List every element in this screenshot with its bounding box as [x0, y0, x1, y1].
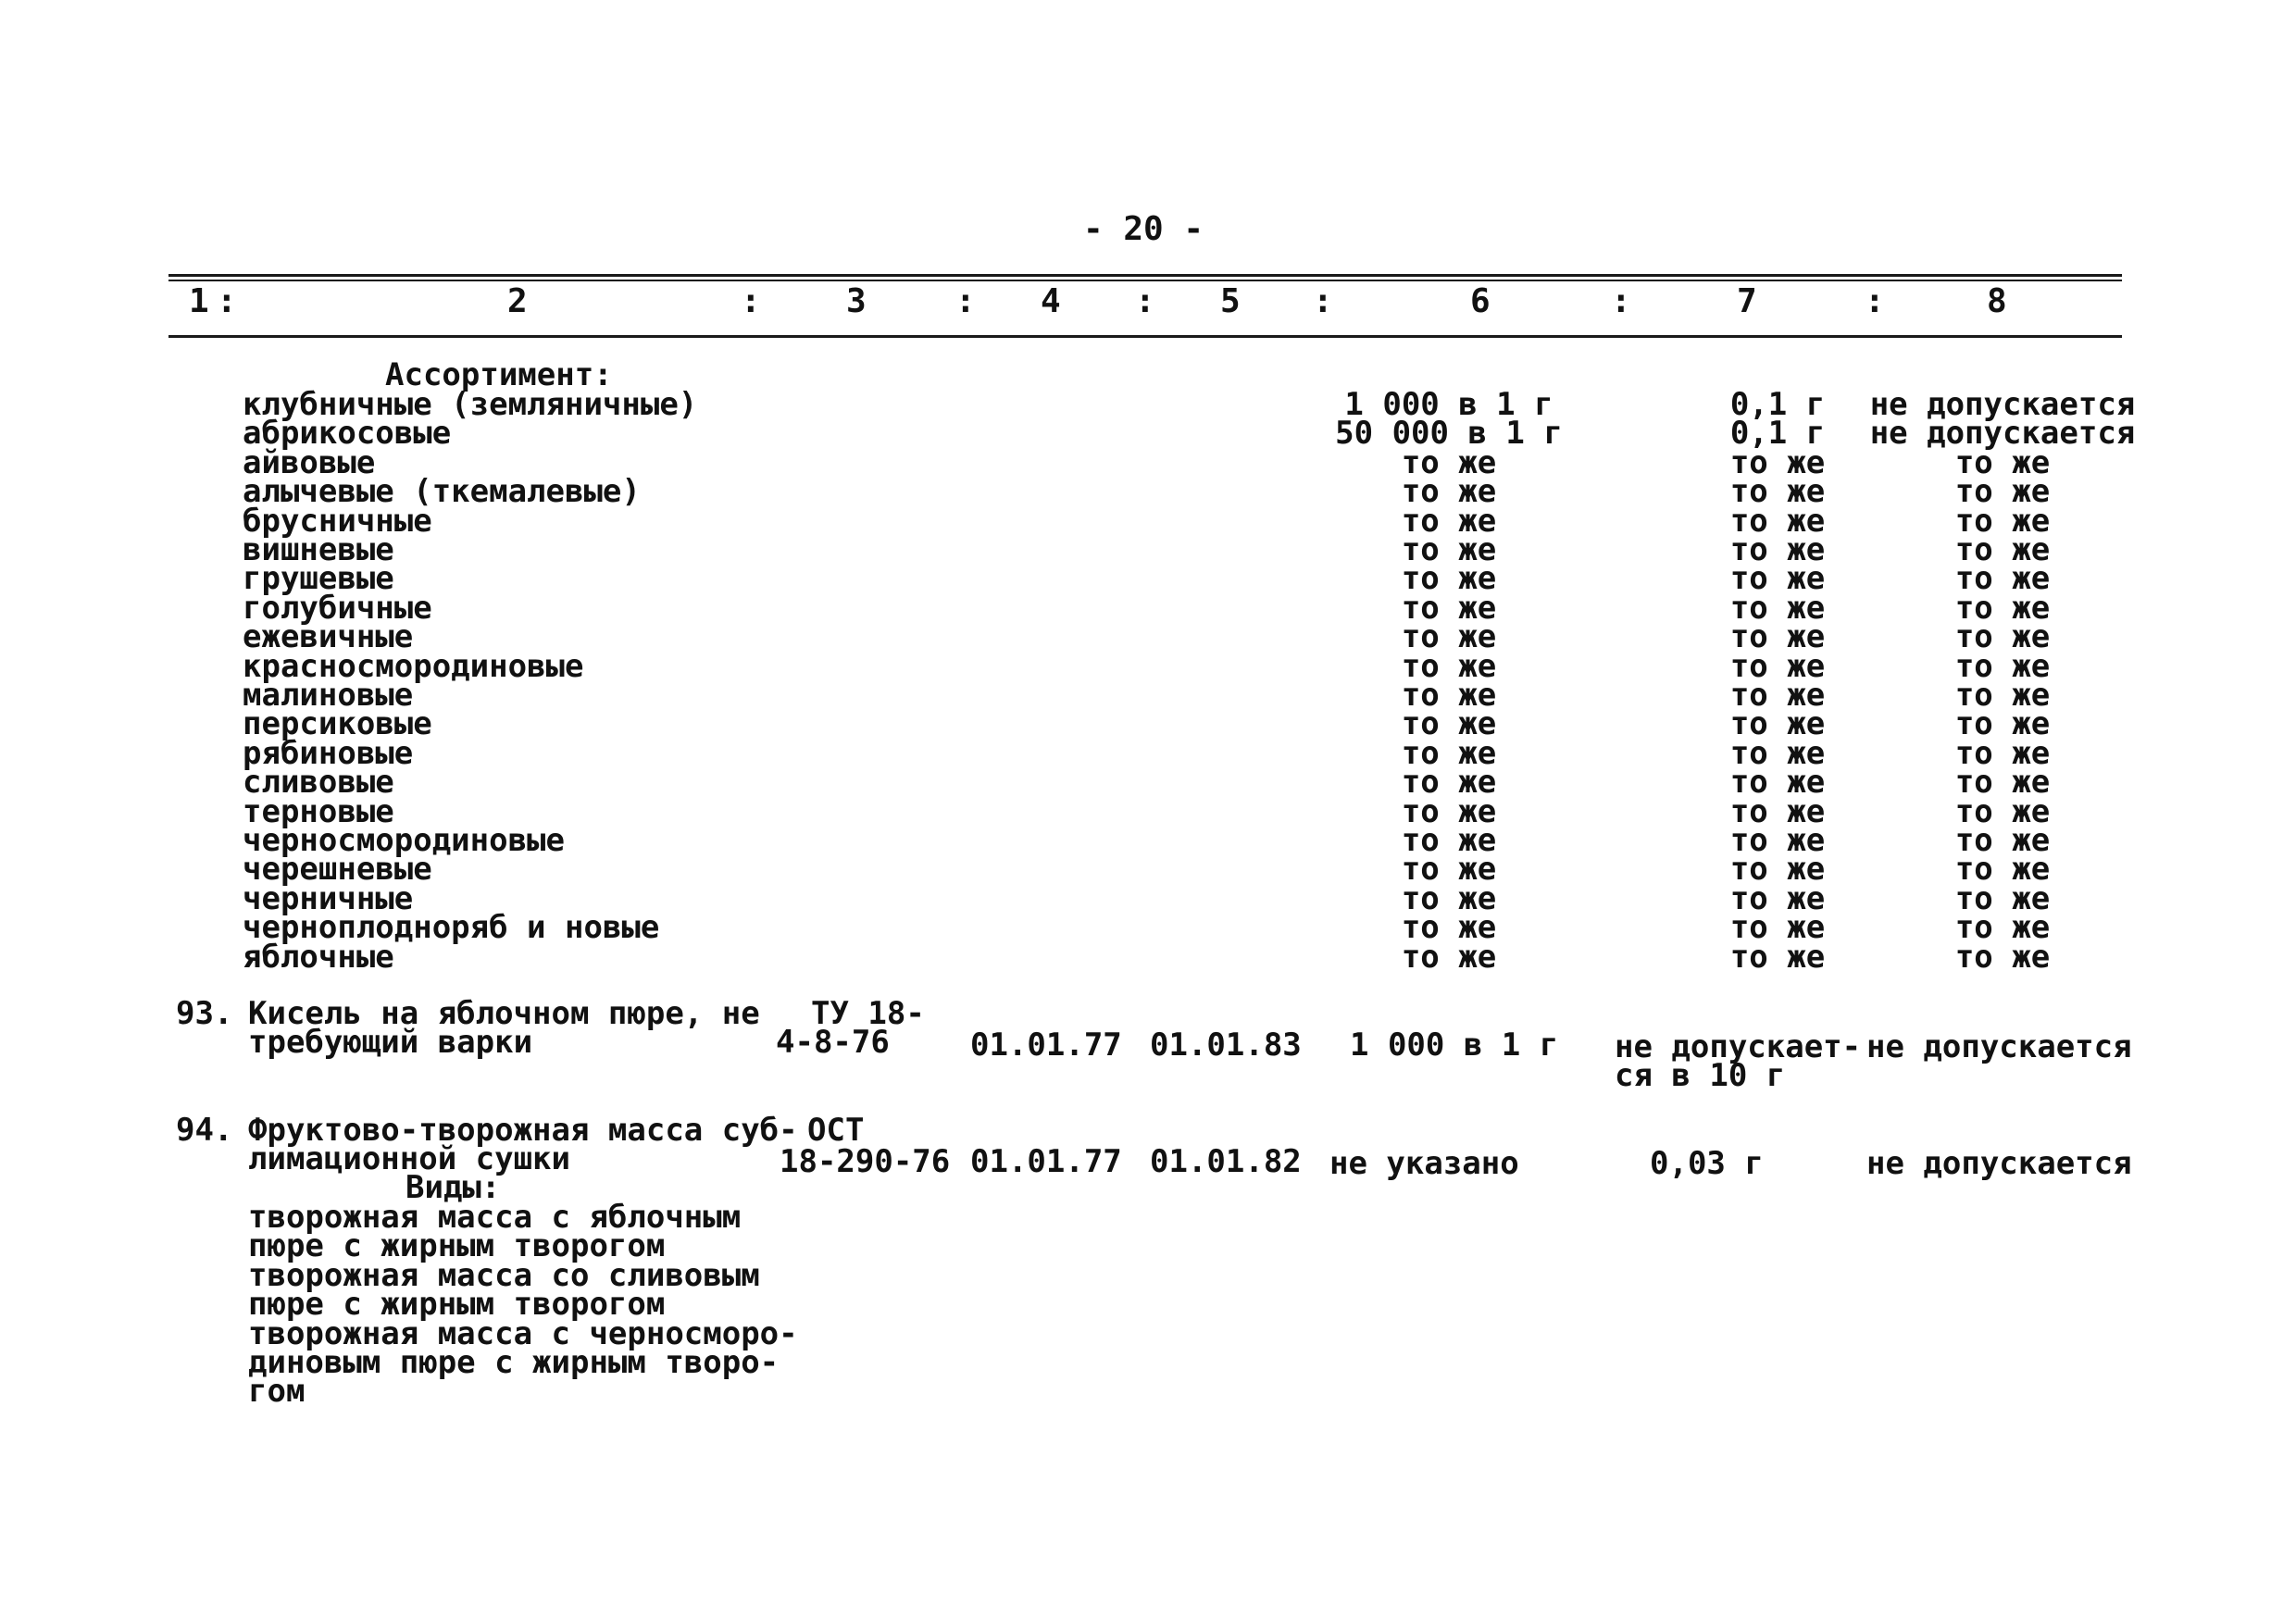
assortment-item-c6: то же — [1401, 473, 1497, 510]
entry-col7: 0,03 г — [1650, 1145, 1764, 1182]
column-header-4: 4 — [1041, 282, 1061, 320]
assortment-item-name: клубничные (земляничные) — [243, 386, 698, 423]
assortment-item-c8: то же — [1954, 618, 2051, 655]
assortment-item-c7: то же — [1729, 590, 1826, 627]
assortment-item-c7: то же — [1729, 939, 1826, 976]
assortment-item-c7: то же — [1729, 851, 1826, 888]
column-header-6: 6 — [1470, 282, 1491, 320]
assortment-item-c7: то же — [1729, 503, 1826, 540]
assortment-item-c8: то же — [1954, 503, 2051, 540]
assortment-item-name: малиновые — [243, 677, 414, 714]
assortment-item-c7: то же — [1729, 822, 1826, 859]
entry-date-end: 01.01.82 — [1150, 1143, 1302, 1180]
assortment-item-name: рябиновые — [243, 735, 414, 772]
assortment-item-name: черносмородиновые — [243, 822, 565, 859]
entry-name-line: лимационной сушки — [248, 1140, 570, 1177]
assortment-item-c6: то же — [1401, 503, 1497, 540]
column-header-3: 3 — [846, 282, 867, 320]
assortment-item-c8: не допускается — [1869, 386, 2136, 423]
entry-col6: не указано — [1329, 1145, 1519, 1182]
assortment-item-c7: то же — [1729, 444, 1826, 481]
kind-item: пюре с жирным творогом — [248, 1286, 666, 1323]
assortment-item-c6: то же — [1401, 793, 1497, 830]
assortment-item-name: черешневые — [243, 851, 432, 888]
assortment-item-c8: то же — [1954, 880, 2051, 917]
assortment-item-name: черничные — [243, 880, 414, 917]
assortment-item-c8: то же — [1954, 444, 2051, 481]
kind-item: творожная масса со сливовым — [248, 1257, 760, 1294]
assortment-item-c7: то же — [1729, 473, 1826, 510]
assortment-item-c7: то же — [1729, 705, 1826, 742]
entry-date-end: 01.01.83 — [1150, 1027, 1302, 1064]
assortment-item-c6: то же — [1401, 560, 1497, 597]
assortment-item-c6: то же — [1401, 822, 1497, 859]
assortment-item-c7: то же — [1729, 531, 1826, 568]
assortment-item-c6: то же — [1401, 764, 1497, 801]
assortment-item-c8: то же — [1954, 939, 2051, 976]
column-header-2: 2 — [507, 282, 528, 320]
assortment-item-name: алычевые (ткемалевые) — [243, 473, 641, 510]
column-separator: : — [955, 282, 976, 320]
assortment-item-name: терновые — [243, 793, 394, 830]
assortment-item-c6: то же — [1401, 677, 1497, 714]
entry-name-line: требующий варки — [248, 1024, 533, 1061]
assortment-item-c8: то же — [1954, 473, 2051, 510]
assortment-item-name: абрикосовые — [243, 415, 452, 452]
kind-item: творожная масса с яблочным — [248, 1199, 742, 1236]
kind-item: пюре с жирным творогом — [248, 1227, 666, 1264]
kind-item: творожная масса с черносморо- — [248, 1315, 798, 1352]
assortment-item-c8: то же — [1954, 735, 2051, 772]
assortment-item-c6: то же — [1401, 880, 1497, 917]
entry-col7: ся в 10 г — [1615, 1057, 1786, 1094]
entry-col8: не допускается — [1866, 1145, 2132, 1182]
header-bottom-rule — [168, 335, 2122, 338]
assortment-item-name: грушевые — [243, 560, 394, 597]
entry-number: 94. — [176, 1112, 233, 1149]
entry-col7: не допускает- — [1615, 1028, 1862, 1065]
assortment-item-c6: 1 000 в 1 г — [1344, 386, 1554, 423]
column-separator: : — [1865, 282, 1885, 320]
column-separator: : — [1611, 282, 1631, 320]
assortment-item-c8: то же — [1954, 677, 2051, 714]
assortment-item-c7: то же — [1729, 735, 1826, 772]
column-header-1: 1 — [189, 282, 209, 320]
entry-name-line: Кисель на яблочном пюре, не — [248, 995, 760, 1032]
assortment-item-c8: не допускается — [1869, 415, 2136, 452]
assortment-item-c8: то же — [1954, 560, 2051, 597]
entry-standard: 4-8-76 — [776, 1024, 890, 1061]
assortment-item-c8: то же — [1954, 531, 2051, 568]
assortment-item-c7: то же — [1729, 560, 1826, 597]
kinds-title: Виды: — [406, 1169, 501, 1206]
entry-date-start: 01.01.77 — [970, 1143, 1122, 1180]
assortment-item-c7: то же — [1729, 677, 1826, 714]
assortment-item-c7: то же — [1729, 793, 1826, 830]
assortment-item-c6: то же — [1401, 531, 1497, 568]
assortment-item-c7: то же — [1729, 880, 1826, 917]
entry-number: 93. — [176, 995, 233, 1032]
kind-item: диновым пюре с жирным творо- — [248, 1344, 780, 1381]
assortment-item-c7: 0,1 г — [1729, 386, 1826, 423]
assortment-item-c6: 50 000 в 1 г — [1335, 415, 1563, 452]
entry-standard: 18-290-76 — [780, 1143, 951, 1180]
assortment-item-c8: то же — [1954, 764, 2051, 801]
assortment-item-c8: то же — [1954, 648, 2051, 685]
entry-standard: ОСТ — [807, 1112, 865, 1149]
assortment-item-c6: то же — [1401, 590, 1497, 627]
assortment-item-name: персиковые — [243, 705, 432, 742]
assortment-item-c8: то же — [1954, 851, 2051, 888]
assortment-item-c8: то же — [1954, 590, 2051, 627]
header-top-rule-double — [168, 280, 2122, 281]
assortment-item-c8: то же — [1954, 822, 2051, 859]
page-number: - 20 - — [1083, 210, 1204, 248]
entry-date-start: 01.01.77 — [970, 1027, 1122, 1064]
assortment-title: Ассортимент: — [385, 356, 613, 393]
column-header-8: 8 — [1987, 282, 2007, 320]
entry-name-line: Фруктово-творожная масса суб- — [248, 1112, 798, 1149]
kind-item: гом — [248, 1373, 306, 1410]
assortment-item-c8: то же — [1954, 909, 2051, 946]
header-top-rule — [168, 274, 2122, 277]
assortment-item-c7: то же — [1729, 909, 1826, 946]
assortment-item-name: красносмородиновые — [243, 648, 584, 685]
assortment-item-c6: то же — [1401, 909, 1497, 946]
assortment-item-c7: то же — [1729, 618, 1826, 655]
assortment-item-name: айвовые — [243, 444, 376, 481]
assortment-item-name: вишневые — [243, 531, 394, 568]
assortment-item-name: брусничные — [243, 503, 432, 540]
assortment-item-c7: то же — [1729, 648, 1826, 685]
assortment-item-c7: 0,1 г — [1729, 415, 1826, 452]
assortment-item-c6: то же — [1401, 618, 1497, 655]
entry-col6: 1 000 в 1 г — [1350, 1027, 1559, 1064]
assortment-item-c8: то же — [1954, 705, 2051, 742]
assortment-item-c6: то же — [1401, 705, 1497, 742]
entry-col8: не допускается — [1866, 1028, 2132, 1065]
column-header-7: 7 — [1737, 282, 1757, 320]
column-separator: : — [1313, 282, 1333, 320]
assortment-item-c7: то же — [1729, 764, 1826, 801]
assortment-item-c6: то же — [1401, 648, 1497, 685]
column-separator: : — [741, 282, 761, 320]
assortment-item-name: черноплодноряб и новые — [243, 909, 660, 946]
entry-standard: ТУ 18- — [811, 995, 925, 1032]
assortment-item-name: сливовые — [243, 764, 394, 801]
column-separator: : — [1135, 282, 1155, 320]
assortment-item-c6: то же — [1401, 735, 1497, 772]
assortment-item-c6: то же — [1401, 851, 1497, 888]
assortment-item-name: яблочные — [243, 939, 394, 976]
column-separator: : — [217, 282, 237, 320]
assortment-item-c6: то же — [1401, 444, 1497, 481]
assortment-item-name: голубичные — [243, 590, 432, 627]
column-header-5: 5 — [1220, 282, 1241, 320]
assortment-item-name: ежевичные — [243, 618, 414, 655]
assortment-item-c8: то же — [1954, 793, 2051, 830]
assortment-item-c6: то же — [1401, 939, 1497, 976]
